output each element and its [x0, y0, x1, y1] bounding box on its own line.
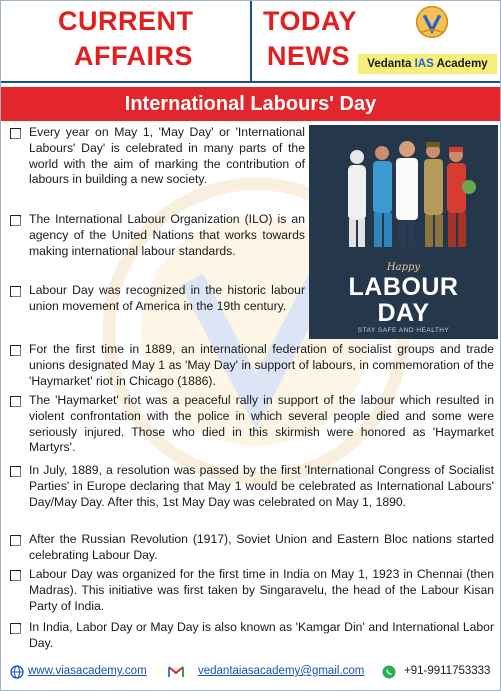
checkbox-bullet-icon [10, 128, 21, 139]
header-affairs: AFFAIRS [74, 41, 194, 71]
globe-icon [10, 665, 24, 679]
header-today: TODAY [263, 6, 358, 36]
email-link[interactable]: vedantaiasacademy@gmail.com [198, 665, 365, 677]
labour-day-poster [309, 125, 498, 339]
gmail-icon [168, 665, 184, 679]
bullet-text: Labour Day was recognized in the historic labour union movement of America in the 19th century. [29, 283, 305, 313]
academy-name-tag [358, 54, 497, 74]
academy-name-1: Vedanta [367, 58, 412, 70]
page-title: International Labours' Day [1, 87, 500, 121]
poster-tagline: STAY SAFE AND HEALTHY [357, 327, 450, 334]
academy-logo-icon [415, 5, 449, 39]
checkbox-bullet-icon [10, 466, 21, 477]
website-link[interactable]: www.viasacademy.com [28, 665, 147, 677]
header [1, 1, 500, 83]
header-left-cell [1, 1, 252, 83]
checkbox-bullet-icon [10, 345, 21, 356]
bullet-text: The International Labour Organization (ILO) is an agency of the United Nations that works towards making international labour standards. [29, 212, 305, 258]
poster-labour: LABOUR [348, 273, 459, 301]
bullet-text: Labour Day was organized for the first time in India on May 1, 1923 in Chennai (then Madras). This initiative was first taken by Singaravelu, the head of the Labour Kisan Party of India. [29, 567, 494, 613]
checkbox-bullet-icon [10, 286, 21, 297]
poster-happy: Happy [386, 262, 421, 273]
bullet-text: For the first time in 1889, an international federation of socialist groups and trade unions designated May 1 as 'May Day' in support of labours, in commemoration of the 'Haymarket' riot in Chicago (1886). [29, 342, 494, 388]
checkbox-bullet-icon [10, 623, 21, 634]
header-current: CURRENT [58, 6, 194, 36]
checkbox-bullet-icon [10, 570, 21, 581]
academy-name-3: Academy [436, 58, 488, 70]
footer [1, 658, 500, 686]
poster-day: DAY [377, 299, 430, 327]
header-divider [1, 81, 500, 83]
bullet-text: The 'Haymarket' riot was a peaceful rally in support of the labour which resulted in violent confrontation with the police in which several people died and some were seriously injured. Those who died in this skirmish were honored as 'Haymarket Martyrs'. [29, 393, 494, 455]
workers-illustration-icon [309, 125, 498, 255]
whatsapp-icon [382, 665, 396, 679]
phone-number: +91-9911753333 [404, 665, 491, 677]
bullet-text: After the Russian Revolution (1917), Soviet Union and Eastern Bloc nations started celebrating Labour Day. [29, 532, 494, 562]
checkbox-bullet-icon [10, 215, 21, 226]
header-news: NEWS [267, 41, 350, 71]
bullet-text: Every year on May 1, 'May Day' or 'International Labours' Day' is celebrated in many parts of the world with the aim of marking the contribution of labours in building a new society. [29, 125, 305, 187]
bullet-text: In India, Labor Day or May Day is also known as 'Kamgar Din' and International Labor Day. [29, 620, 494, 650]
checkbox-bullet-icon [10, 535, 21, 546]
academy-name-ias: IAS [414, 58, 434, 70]
bullet-text: In July, 1889, a resolution was passed by the first 'International Congress of Socialist Parties' in Europe declaring that May 1 would be celebrated as International Labours' Day/May Day. After this, 1st May Day was celebrated on May 1, 1890. [29, 463, 494, 509]
checkbox-bullet-icon [10, 396, 21, 407]
